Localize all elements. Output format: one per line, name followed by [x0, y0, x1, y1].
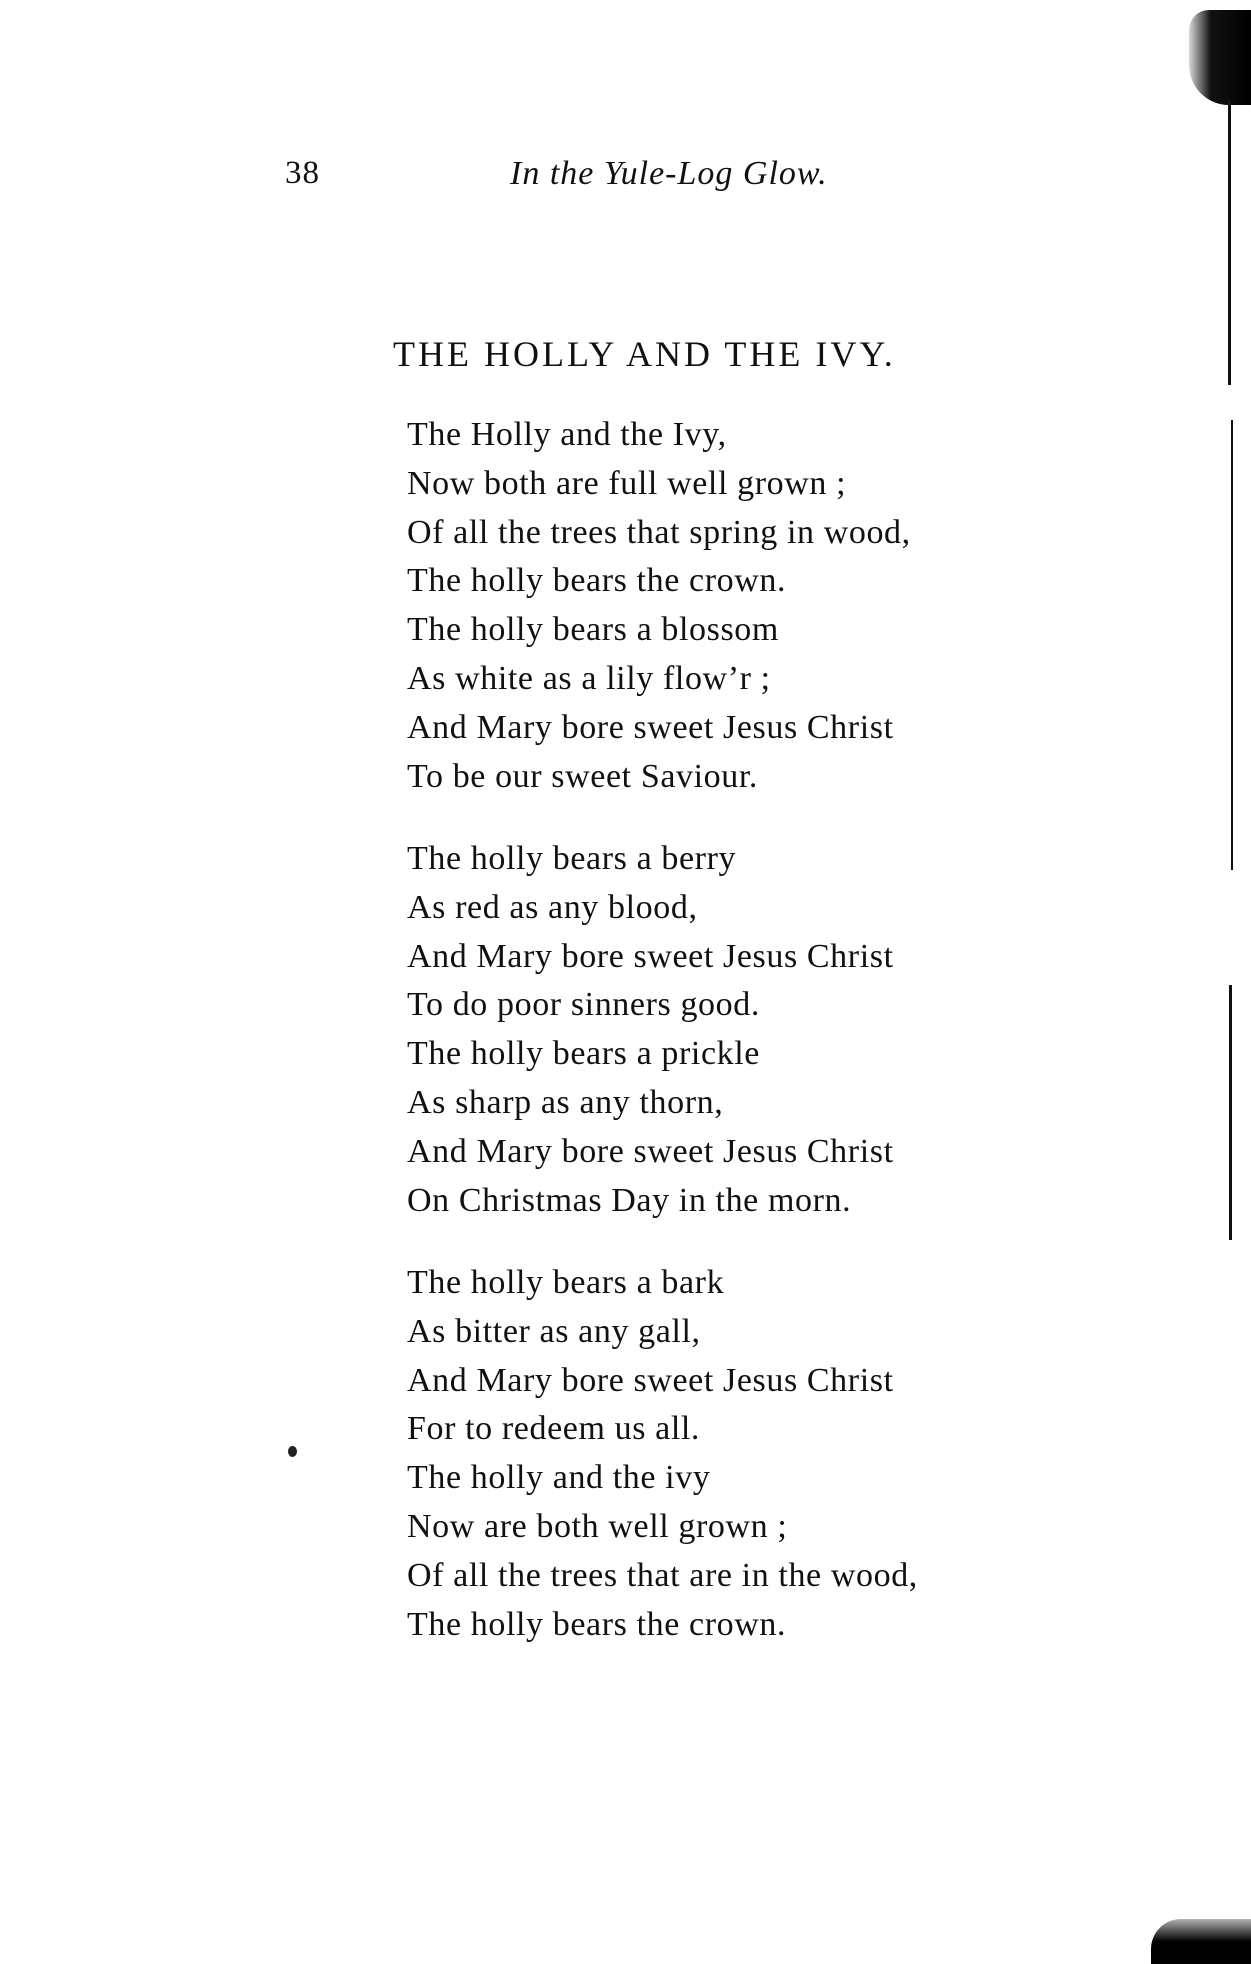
- running-title: In the Yule-Log Glow.: [510, 155, 828, 192]
- scan-edge-line: [1229, 985, 1232, 1240]
- poem-line: The holly bears a prickle: [407, 1035, 760, 1073]
- poem-line: The holly bears the crown.: [407, 562, 787, 600]
- stanza-3: [407, 1259, 918, 1649]
- scan-edge-shadow: [1189, 10, 1251, 105]
- scan-edge-shadow: [1151, 1919, 1251, 1964]
- poem-line: And Mary bore sweet Jesus Christ: [407, 708, 894, 746]
- stanza-1: [407, 411, 911, 801]
- poem-line: And Mary bore sweet Jesus Christ: [407, 1361, 894, 1399]
- poem-line: Now are both well grown ;: [407, 1507, 788, 1545]
- poem-line: The holly bears a bark: [407, 1264, 725, 1301]
- poem-line: For to redeem us all.: [407, 1410, 701, 1448]
- poem-line: The holly bears the crown.: [407, 1605, 787, 1643]
- poem-title: THE HOLLY AND THE IVY.: [393, 334, 896, 374]
- poem-line: The holly bears a berry: [407, 840, 737, 877]
- poem-line: And Mary bore sweet Jesus Christ: [407, 937, 894, 975]
- poem-line: To be our sweet Saviour.: [407, 757, 759, 795]
- poem-line: The holly bears a blossom: [407, 611, 779, 649]
- poem-line: As bitter as any gall,: [407, 1312, 701, 1350]
- poem-line: As sharp as any thorn,: [407, 1083, 724, 1121]
- scan-speck: [288, 1446, 297, 1457]
- poem-line: As white as a lily flow’r ;: [407, 659, 771, 697]
- poem-line: Now both are full well grown ;: [407, 464, 847, 502]
- scan-edge-line: [1231, 420, 1233, 870]
- poem-line: As red as any blood,: [407, 888, 698, 926]
- poem-line: To do poor sinners good.: [407, 986, 760, 1024]
- poem-line: The Holly and the Ivy,: [407, 416, 727, 453]
- poem-line: Of all the trees that spring in wood,: [407, 513, 911, 551]
- running-head: [285, 155, 925, 205]
- scan-edge-line: [1228, 100, 1231, 385]
- poem-line: Of all the trees that are in the wood,: [407, 1556, 918, 1594]
- poem-line: And Mary bore sweet Jesus Christ: [407, 1132, 894, 1170]
- poem-line: The holly and the ivy: [407, 1459, 711, 1497]
- page-number: 38: [285, 155, 320, 191]
- poem-line: On Christmas Day in the morn.: [407, 1181, 852, 1219]
- stanza-2: [407, 835, 894, 1225]
